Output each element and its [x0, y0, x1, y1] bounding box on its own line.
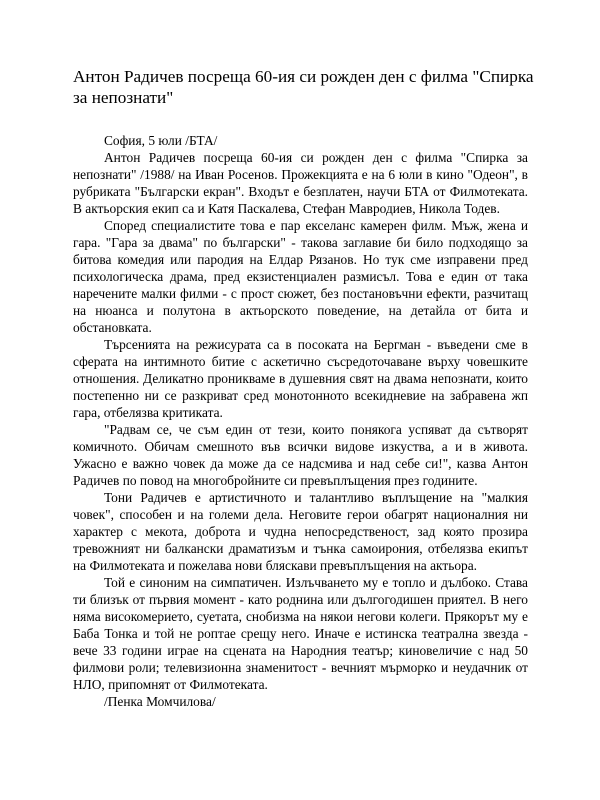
dateline: София, 5 юли /БТА/ — [104, 133, 218, 148]
paragraph-6: Той е синоним на симпатичен. Излъчването му е топло и дълбоко. Става ти близък от първия момент - като роднина или дългогодишен приятел. В него няма високомерието, суетата, снобизма на някои негови колеги. Прякорът му е Баба Тонка и той не роптае срещу него. Иначе е истинска театрална звезда - вече 33 години играе на сцената на Народния театър; киновеличие с над 50 филмови роли; телевизионна знаменитост - вечният мърморко и неудачник от НЛО, припомнят от Филмотеката. — [73, 575, 528, 692]
paragraph-4: "Радвам се, че съм един от тези, които понякога успяват да сътворят комичното. Обичам смешното във всички видове изкуства, а и в живота. Ужасно е важно човек да може да се надсмива и над себе си!", казва Антон Радичев по повод на многобройните си превъплъщения през годините. — [73, 422, 528, 488]
paragraph-1: Антон Радичев посреща 60-ия си рожден ден с филма "Спирка за непознати" /1988/ на Иван Росенов. Прожекцията е на 6 юли в кино "Одеон", в рубриката "Български екран". Входът е безплатен, научи БТА от Филмотеката. В актьорския екип са и Катя Паскалева, Стефан Мавродиев, Никола Тодев. — [73, 150, 528, 216]
paragraph-3: Търсенията на режисурата са в посоката на Бергман - въведени сме в сферата на интимното битие с аскетично съсредоточаване върху човешките отношения. Деликатно проникваме в душевния свят на двама непознати, които постепенно ни се разкриват сред монотонното всекидневие на забравена жп гара, отбелязва критиката. — [73, 337, 528, 420]
article-title: Антон Радичев посреща 60-ия си рожден ден с филма "Спирка за непознати" — [73, 67, 534, 107]
paragraph-5: Тони Радичев е артистичното и талантливо въплъщение на "малкия човек", способен и на големи дела. Неговите герои обагрят националния ни характер с мекота, доброта и чудна непосредственост, зад която прозира тревожният ни балкански драматизъм и тънка самоирония, отбелязва екипът на Филмотеката и пожелава нови бляскави превъплъщения на актьора. — [73, 490, 528, 573]
paragraph-2: Според специалистите това е пар екселанс камерен филм. Мъж, жена и гара. "Гара за двама" по български" - такова заглавие би било подходящо за битова комедия или пародия на Елдар Рязанов. Но тук сме изправени пред психологическа драма, пред екзистенциален размисъл. Това е един от така наречените малки филми - с прост сюжет, без постановъчни ефекти, разчитащ на нюанса и полутона в актьорското поведение, на детайла от бита и обстановката. — [73, 218, 528, 335]
author-signature: /Пенка Момчилова/ — [104, 694, 216, 709]
article-body — [73, 132, 528, 710]
